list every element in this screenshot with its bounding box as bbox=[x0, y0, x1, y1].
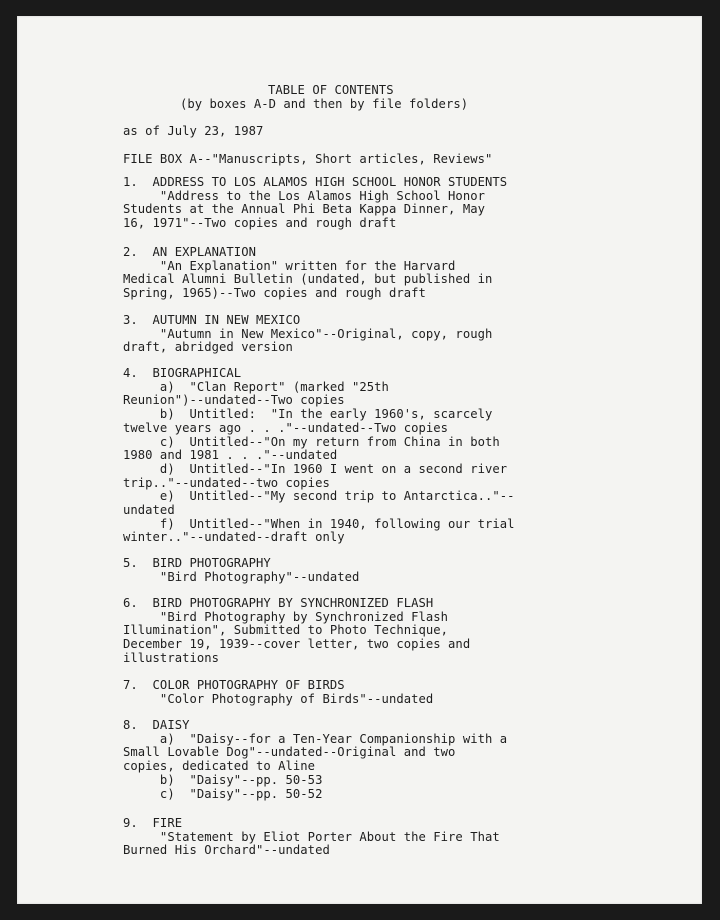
section-heading: 7. COLOR PHOTOGRAPHY OF BIRDS bbox=[123, 678, 345, 692]
section-line: "An Explanation" written for the Harvard bbox=[123, 258, 456, 273]
section-line: b) Untitled: "In the early 1960's, scarcely bbox=[123, 407, 493, 422]
section-line: f) Untitled--"When in 1940, following our trial bbox=[123, 516, 515, 531]
section-line: a) "Clan Report" (marked "25th bbox=[123, 379, 389, 394]
section-line: twelve years ago . . ."--undated--Two copies bbox=[123, 420, 449, 435]
page-subtitle: (by boxes A-D and then by file folders) bbox=[180, 97, 469, 111]
section-line: d) Untitled--"In 1960 I went on a second river bbox=[123, 461, 508, 476]
section-line: a) "Daisy--for a Ten-Year Companionship with a bbox=[123, 731, 508, 746]
document-page bbox=[17, 16, 702, 904]
section-line: "Bird Photography"--undated bbox=[123, 569, 360, 584]
section-line: c) Untitled--"On my return from China in both bbox=[123, 434, 500, 449]
section-line: copies, dedicated to Aline bbox=[123, 759, 316, 774]
section-line: "Color Photography of Birds"--undated bbox=[123, 691, 434, 706]
section-line: Reunion")--undated--Two copies bbox=[123, 393, 345, 408]
section-line: illustrations bbox=[123, 650, 220, 665]
page-title: TABLE OF CONTENTS bbox=[268, 83, 394, 97]
section-line: undated bbox=[123, 503, 175, 517]
section-heading: 1. ADDRESS TO LOS ALAMOS HIGH SCHOOL HONOR STUDENTS bbox=[123, 175, 508, 189]
box-heading: FILE BOX A--"Manuscripts, Short articles, Reviews" bbox=[123, 152, 493, 166]
section-line: Burned His Orchard"--undated bbox=[123, 843, 330, 858]
section-line: Students at the Annual Phi Beta Kappa Dinner, May bbox=[123, 202, 485, 217]
section-line: trip.."--undated--two copies bbox=[123, 475, 330, 490]
section-heading: 3. AUTUMN IN NEW MEXICO bbox=[123, 313, 301, 327]
section-line: draft, abridged version bbox=[123, 340, 293, 355]
section-line: "Address to the Los Alamos High School Honor bbox=[123, 188, 485, 203]
section-line: c) "Daisy"--pp. 50-52 bbox=[123, 786, 323, 801]
section-heading: 4. BIOGRAPHICAL bbox=[123, 366, 242, 380]
section-line: Medical Alumni Bulletin (undated, but published in bbox=[123, 272, 493, 287]
section-line: 1980 and 1981 . . ."--undated bbox=[123, 448, 338, 463]
section-line: 16, 1971"--Two copies and rough draft bbox=[123, 216, 397, 231]
section-line: b) "Daisy"--pp. 50-53 bbox=[123, 772, 323, 787]
section-line: "Bird Photography by Synchronized Flash bbox=[123, 609, 449, 624]
section-heading: 8. DAISY bbox=[123, 718, 190, 732]
section-line: winter.."--undated--draft only bbox=[123, 530, 345, 545]
section-heading: 2. AN EXPLANATION bbox=[123, 245, 256, 259]
section-heading: 6. BIRD PHOTOGRAPHY BY SYNCHRONIZED FLASH bbox=[123, 596, 434, 610]
section-heading: 5. BIRD PHOTOGRAPHY bbox=[123, 556, 271, 570]
section-heading: 9. FIRE bbox=[123, 816, 183, 830]
section-line: December 19, 1939--cover letter, two copies and bbox=[123, 637, 471, 652]
section-line: Small Lovable Dog"--undated--Original and two bbox=[123, 745, 456, 760]
section-line: Illumination", Submitted to Photo Technique, bbox=[123, 623, 449, 638]
section-line: Spring, 1965)--Two copies and rough draft bbox=[123, 286, 426, 301]
date-line: as of July 23, 1987 bbox=[123, 124, 264, 138]
section-line: "Statement by Eliot Porter About the Fire That bbox=[123, 829, 500, 844]
section-line: e) Untitled--"My second trip to Antarctica.."-- bbox=[123, 489, 515, 504]
section-line: "Autumn in New Mexico"--Original, copy, rough bbox=[123, 326, 493, 341]
